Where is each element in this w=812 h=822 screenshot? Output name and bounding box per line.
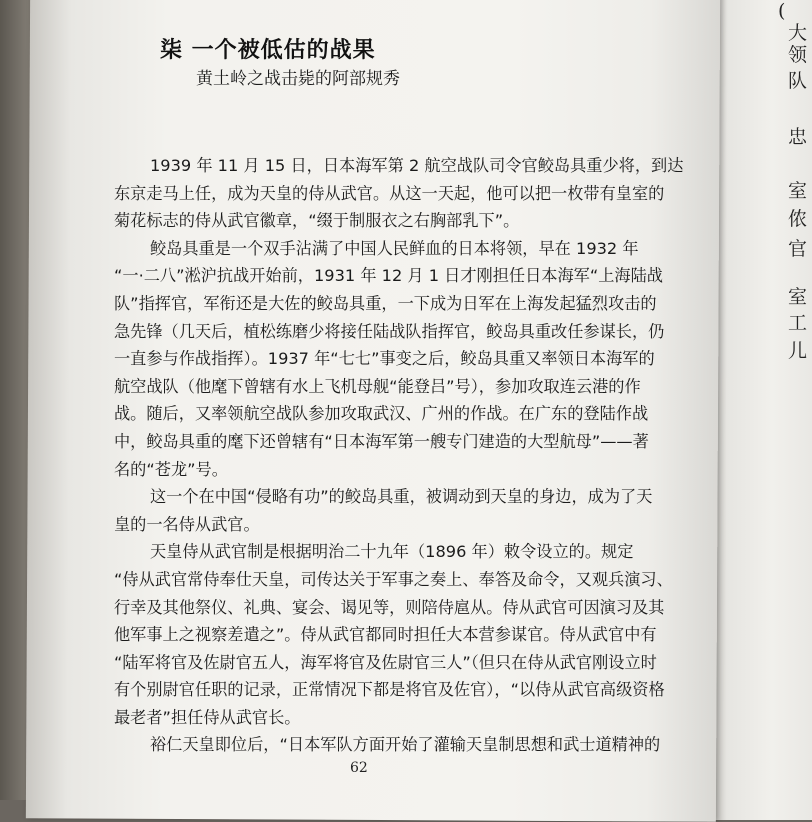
adjacent-glyph: 工	[788, 312, 808, 334]
text-line: 最老者”担任侍从武官长。	[114, 707, 301, 727]
text-line: 他军事上之视察差遣之”。侍从武官都同时担任大本营参谋官。侍从武官中有	[114, 625, 657, 645]
text-line: 菊花标志的侍从武官徽章，“缀于制服衣之右胸部乳下”。	[114, 211, 520, 231]
text-line: 鲛岛具重是一个双手沾满了中国人民鲜血的日本将领，早在 1932 年	[150, 238, 639, 258]
adjacent-glyph: 室	[788, 180, 808, 202]
text-line: 航空战队（他麾下曾辖有水上飞机母舰“能登吕”号），参加攻取连云港的作	[114, 376, 641, 396]
page-number: 62	[350, 760, 368, 776]
adjacent-glyph: 大	[788, 22, 808, 44]
text-line: 皇的一名侍从武官。	[114, 514, 260, 534]
adjacent-glyph: 官	[788, 238, 808, 260]
adjacent-glyph: 队	[788, 70, 808, 92]
body-text	[114, 152, 684, 759]
text-line: 中，鲛岛具重的麾下还曾辖有“日本海军第一艘专门建造的大型航母”——著	[114, 431, 649, 451]
adjacent-glyph: 儿	[788, 340, 808, 362]
text-line: 裕仁天皇即位后，“日本军队方面开始了灌输天皇制思想和武士道精神的	[150, 735, 661, 755]
text-line: 队”指挥官，军衔还是大佐的鲛岛具重，一下成为日军在上海发起猛烈攻击的	[114, 293, 657, 313]
text-line: “陆军将官及佐尉官五人，海军将官及佐尉官三人”（但只在侍从武官刚设立时	[114, 652, 657, 672]
text-line: 行幸及其他祭仪、礼典、宴会、谒见等，则陪侍扈从。侍从武官可因演习及其	[114, 597, 665, 617]
text-line: 一直参与作战指挥）。1937 年“七七”事变之后，鲛岛具重又率领日本海军的	[114, 349, 655, 369]
text-line: 这一个在中国“侵略有功”的鲛岛具重，被调动到天皇的身边，成为了天	[150, 487, 653, 507]
text-line: 名的“苍龙”号。	[114, 459, 228, 479]
text-line: 天皇侍从武官制是根据明治二十九年（1896 年）敕令设立的。规定	[150, 542, 634, 562]
text-line: “一·二八”淞沪抗战开始前，1931 年 12 月 1 日才刚担任日本海军“上海陆战	[114, 266, 663, 286]
adjacent-glyph: (	[778, 0, 786, 22]
adjacent-glyph: 忠	[788, 126, 808, 148]
text-line: 1939 年 11 月 15 日，日本海军第 2 航空战队司令官鲛岛具重少将，到达	[150, 156, 684, 175]
adjacent-glyph: 侬	[788, 208, 808, 230]
adjacent-glyph: 领	[788, 44, 808, 66]
adjacent-glyph: 室	[788, 286, 808, 308]
text-line: “侍从武官常侍奉仕天皇，司传达关于军事之奏上、奉答及命令，又观兵演习、	[114, 569, 673, 589]
text-line: 有个别尉官任职的记录，正常情况下都是将官及佐官），“以侍从武官高级资格	[114, 680, 665, 700]
text-line: 东京走马上任，成为天皇的侍从武官。从这一天起，他可以把一枚带有皇室的	[114, 183, 665, 203]
chapter-subtitle: 黄土岭之战击毙的阿部规秀	[196, 69, 400, 89]
text-line: 急先锋（几天后，植松练磨少将接任陆战队指挥官，鲛岛具重改任参谋长，仍	[114, 321, 665, 341]
text-line: 战。随后，又率领航空战队参加攻取武汉、广州的作战。在广东的登陆作战	[114, 404, 649, 424]
chapter-title: 柒 一个被低估的战果	[160, 38, 376, 63]
